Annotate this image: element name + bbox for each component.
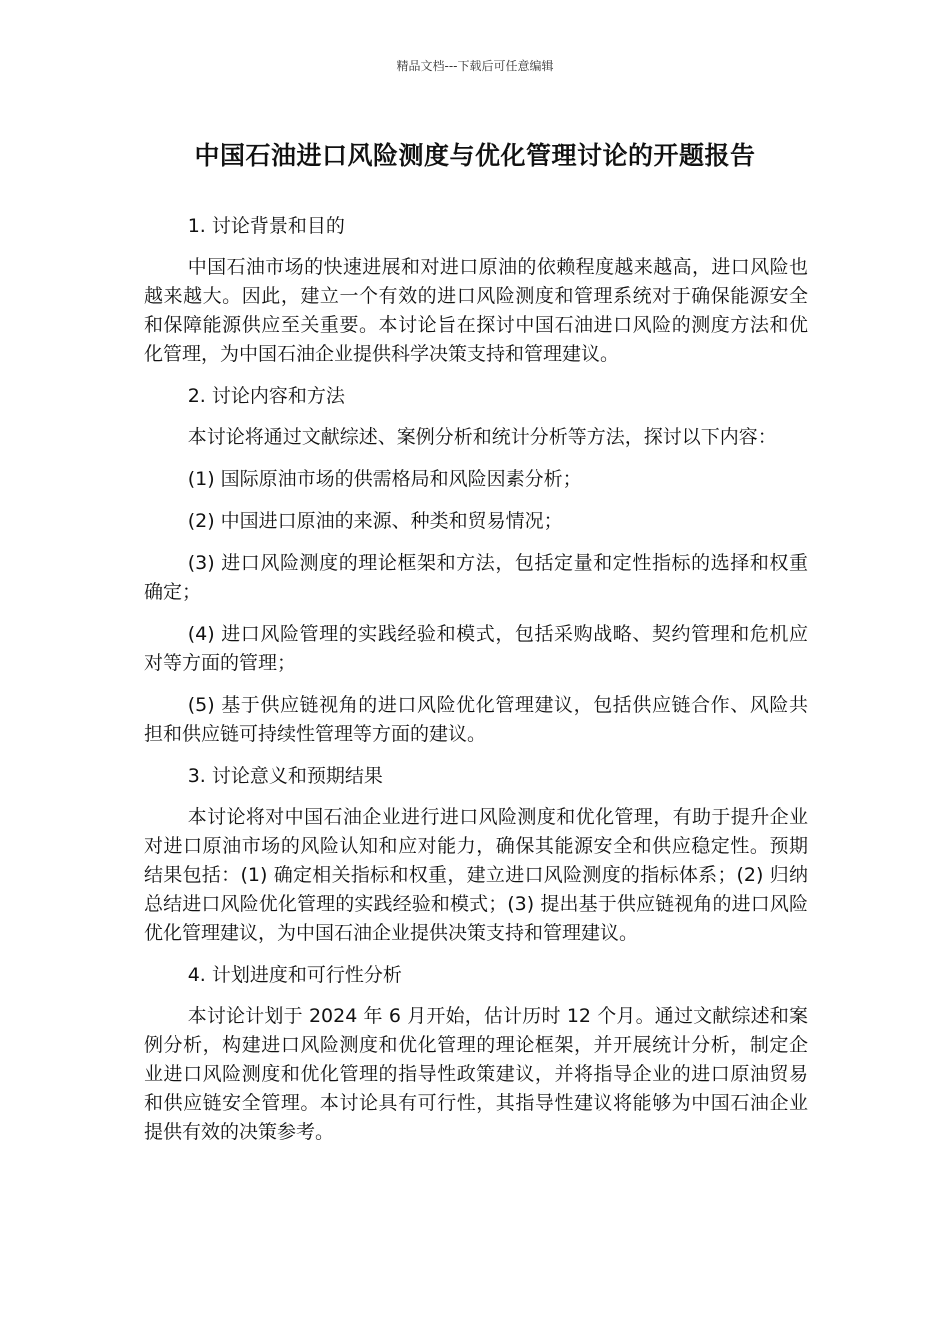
section-4-heading: 4. 计划进度和可行性分析: [187, 964, 402, 986]
document-title: 中国石油进口风险测度与优化管理讨论的开题报告: [194, 141, 756, 170]
section-2-item-4: (4) 进口风险管理的实践经验和模式，包括采购战略、契约管理和危机应对等方面的管理；: [144, 623, 808, 674]
section-4-paragraph: 本讨论计划于 2024 年 6 月开始，估计历时 12 个月。通过文献综述和案例分析，构建进口风险测度和优化管理的理论框架，并开展统计分析，制定企业进口风险测度和优化管理的指导性政策建议，并将指导企业的进口原油贸易和供应链安全管理。本讨论具有可行性，其指导性建议将能够为中国石油企业提供有效的决策参考。: [144, 1005, 808, 1143]
section-3-heading: 3. 讨论意义和预期结果: [187, 765, 383, 787]
section-2-item-5: (5) 基于供应链视角的进口风险优化管理建议，包括供应链合作、风险共担和供应链可持续性管理等方面的建议。: [144, 694, 808, 745]
section-2-item-2: (2) 中国进口原油的来源、种类和贸易情况；: [187, 510, 563, 532]
page-header-note: 精品文档---下载后可任意编辑: [396, 59, 554, 73]
section-1-paragraph: 中国石油市场的快速进展和对进口原油的依赖程度越来越高，进口风险也越来越大。因此，建立一个有效的进口风险测度和管理系统对于确保能源安全和保障能源供应至关重要。本讨论旨在探讨中国石油进口风险的测度方法和优化管理，为中国石油企业提供科学决策支持和管理建议。: [144, 256, 808, 365]
section-2-item-3: (3) 进口风险测度的理论框架和方法，包括定量和定性指标的选择和权重确定；: [144, 552, 808, 603]
section-2-item-1: (1) 国际原油市场的供需格局和风险因素分析；: [187, 468, 582, 490]
section-1-heading: 1. 讨论背景和目的: [187, 215, 345, 237]
document-body: [144, 212, 808, 1160]
section-2-intro: 本讨论将通过文献综述、案例分析和统计分析等方法，探讨以下内容：: [187, 426, 777, 448]
section-2-heading: 2. 讨论内容和方法: [187, 385, 345, 407]
section-3-paragraph: 本讨论将对中国石油企业进行进口风险测度和优化管理，有助于提升企业对进口原油市场的风险认知和应对能力，确保其能源安全和供应稳定性。预期结果包括：(1) 确定相关指标和权重，建立进口风险测度的指标体系；(2) 归纳总结进口风险优化管理的实践经验和模式；(3) 提出基于供应链视角的进口风险优化管理建议，为中国石油企业提供决策支持和管理建议。: [144, 806, 808, 944]
